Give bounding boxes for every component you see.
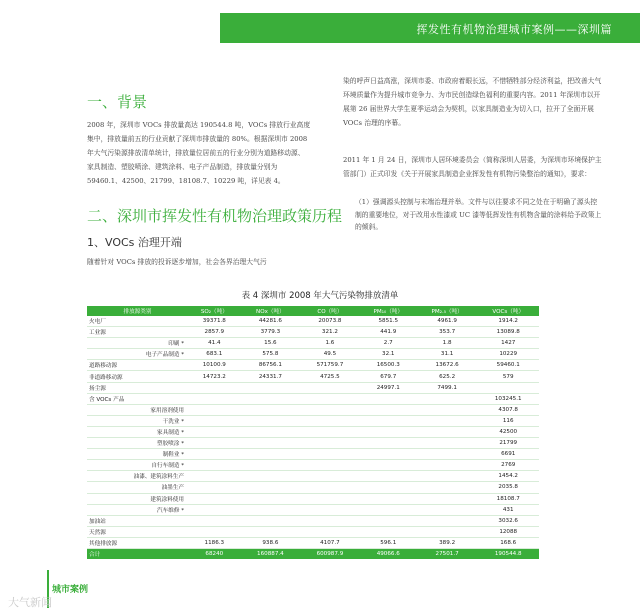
value-cell: 42500	[477, 426, 539, 437]
row-label-cell: 汽车维修 *	[87, 504, 188, 515]
value-cell: 1.8	[417, 338, 478, 349]
value-cell	[241, 493, 301, 504]
value-cell	[417, 404, 478, 415]
table-row	[87, 327, 539, 338]
value-cell	[300, 504, 360, 515]
value-cell: 2857.9	[188, 327, 241, 338]
table-row	[87, 515, 539, 526]
table-total-row	[87, 548, 539, 559]
row-label-cell: 制鞋业 *	[87, 449, 188, 460]
value-cell	[477, 382, 539, 393]
value-cell: 39371.8	[188, 316, 241, 327]
row-label-cell: 其他排放源	[87, 537, 188, 548]
footer-label: 城市案例	[52, 585, 89, 595]
value-cell: 10100.9	[188, 360, 241, 371]
value-cell	[360, 438, 417, 449]
value-cell	[188, 482, 241, 493]
value-cell	[360, 526, 417, 537]
value-cell	[188, 426, 241, 437]
value-cell	[417, 393, 478, 404]
value-cell: 20073.8	[300, 316, 360, 327]
value-cell	[360, 449, 417, 460]
header-cell: VOCs（吨）	[477, 306, 539, 316]
value-cell	[300, 471, 360, 482]
value-cell: 1454.2	[477, 471, 539, 482]
value-cell: 683.1	[188, 349, 241, 360]
total-cell: 27501.7	[417, 548, 478, 559]
row-label-cell: 工业源	[87, 327, 188, 338]
value-cell: 4725.5	[300, 371, 360, 382]
row-label-cell: 加油站	[87, 515, 188, 526]
header-cell: 排放源类别	[87, 306, 188, 316]
table-row	[87, 460, 539, 471]
value-cell	[360, 426, 417, 437]
value-cell	[300, 515, 360, 526]
table-header-row	[87, 306, 539, 316]
value-cell	[417, 526, 478, 537]
value-cell	[241, 504, 301, 515]
value-cell: 321.2	[300, 327, 360, 338]
row-label-cell: 电子产品制造 *	[87, 349, 188, 360]
value-cell	[188, 415, 241, 426]
value-cell: 353.7	[417, 327, 478, 338]
value-cell: 679.7	[360, 371, 417, 382]
value-cell	[300, 526, 360, 537]
value-cell	[188, 382, 241, 393]
value-cell	[188, 460, 241, 471]
table-body	[87, 316, 539, 548]
value-cell	[241, 438, 301, 449]
value-cell: 168.6	[477, 537, 539, 548]
value-cell	[417, 426, 478, 437]
table-row	[87, 526, 539, 537]
total-cell: 160887.4	[241, 548, 301, 559]
value-cell: 571759.7	[300, 360, 360, 371]
table-row	[87, 438, 539, 449]
value-cell	[241, 415, 301, 426]
value-cell	[241, 515, 301, 526]
background-paragraph: 2008 年，深圳市 VOCs 排放量高达 190544.8 吨，VOCs 排放行业高度集中，排放量前五的行业贡献了深圳市排放量的 80%。根据深圳市 2008 年大气污染源排放清单统计，排放量位居前五的行业分别为道路移动源、家具制造、塑胶喷涂、建筑涂料、电子产品制造，排放量分别为 59460.1、42500、21799、18108.7、10229 吨，详见表 4。	[87, 121, 311, 185]
table-row	[87, 393, 539, 404]
total-cell: 190544.8	[477, 548, 539, 559]
value-cell: 596.1	[360, 537, 417, 548]
value-cell: 13089.8	[477, 327, 539, 338]
value-cell	[417, 515, 478, 526]
value-cell: 3032.6	[477, 515, 539, 526]
table-caption: 表 4 深圳市 2008 年大气污染物排放清单	[241, 291, 399, 301]
table-row	[87, 426, 539, 437]
value-cell: 2769	[477, 460, 539, 471]
value-cell	[300, 493, 360, 504]
value-cell: 3779.3	[241, 327, 301, 338]
value-cell	[300, 449, 360, 460]
value-cell	[360, 415, 417, 426]
value-cell: 2035.8	[477, 482, 539, 493]
value-cell	[417, 415, 478, 426]
value-cell	[188, 515, 241, 526]
value-cell: 7499.1	[417, 382, 478, 393]
value-cell: 12088	[477, 526, 539, 537]
value-cell: 389.2	[417, 537, 478, 548]
row-label-cell: 油漆、建筑涂料生产	[87, 471, 188, 482]
row-label-cell: 建筑涂料使用	[87, 493, 188, 504]
value-cell: 1914.2	[477, 316, 539, 327]
value-cell: 4961.9	[417, 316, 478, 327]
table-row	[87, 316, 539, 327]
value-cell	[360, 515, 417, 526]
section-policy-subtitle: 1、VOCs 治理开端	[87, 236, 182, 249]
value-cell	[188, 471, 241, 482]
row-label-cell: 家用溶剂使用	[87, 404, 188, 415]
value-cell: 16500.3	[360, 360, 417, 371]
value-cell	[241, 404, 301, 415]
value-cell: 625.2	[417, 371, 478, 382]
value-cell	[417, 493, 478, 504]
policy-paragraph: 随着针对 VOCs 排放的投诉逐步增加，社会各界治理大气污	[87, 258, 267, 266]
total-cell: 600987.9	[300, 548, 360, 559]
row-label-cell: 含 VOCs 产品	[87, 393, 188, 404]
value-cell	[417, 438, 478, 449]
value-cell: 44281.6	[241, 316, 301, 327]
value-cell	[360, 393, 417, 404]
value-cell	[188, 404, 241, 415]
value-cell	[241, 382, 301, 393]
value-cell: 59460.1	[477, 360, 539, 371]
value-cell: 579	[477, 371, 539, 382]
row-label-cell: 家具制造 *	[87, 426, 188, 437]
header-cell: SO₂（吨）	[188, 306, 241, 316]
table-row	[87, 338, 539, 349]
header-cell: PM₁₀（吨）	[360, 306, 417, 316]
value-cell: 1.6	[300, 338, 360, 349]
row-label-cell: 非道路移动源	[87, 371, 188, 382]
table-row	[87, 360, 539, 371]
section-policy-title: 二、深圳市挥发性有机物治理政策历程	[87, 207, 343, 225]
value-cell: 24997.1	[360, 382, 417, 393]
value-cell	[241, 526, 301, 537]
value-cell: 32.1	[360, 349, 417, 360]
total-cell: 合计	[87, 548, 188, 559]
value-cell	[360, 482, 417, 493]
requirement-quote: （1）强调源头控制与末端治理并举。文件与以往要求不同之处在于明确了源头控制的重要地位，对于改用水性漆或 UC 漆等低挥发性有机物含量的涂料给予政策上的倾斜。	[355, 198, 602, 231]
value-cell: 6691	[477, 449, 539, 460]
value-cell	[300, 382, 360, 393]
value-cell	[417, 449, 478, 460]
value-cell	[241, 426, 301, 437]
header-cell: PM₂.₅（吨）	[417, 306, 478, 316]
table-row	[87, 415, 539, 426]
watermark-text: 大气新闻	[8, 596, 52, 609]
value-cell	[188, 449, 241, 460]
table-row	[87, 504, 539, 515]
value-cell: 116	[477, 415, 539, 426]
header-banner	[220, 13, 640, 43]
value-cell	[360, 504, 417, 515]
value-cell	[417, 504, 478, 515]
value-cell	[300, 426, 360, 437]
value-cell	[300, 393, 360, 404]
value-cell: 13672.6	[417, 360, 478, 371]
section-background-title: 一、背景	[87, 93, 148, 111]
value-cell: 1427	[477, 338, 539, 349]
table-row	[87, 471, 539, 482]
value-cell: 21799	[477, 438, 539, 449]
row-label-cell: 道路移动源	[87, 360, 188, 371]
value-cell	[241, 460, 301, 471]
value-cell	[241, 393, 301, 404]
right-paragraph-2: 2011 年 1 月 24 日，深圳市人居环境委员会（简称深圳人居委，为深圳市环境保护主管部门）正式印发《关于开展家具制造企业挥发性有机物污染整治的通知》，要求：	[343, 156, 602, 178]
value-cell	[300, 482, 360, 493]
value-cell: 2.7	[360, 338, 417, 349]
row-label-cell: 印刷 *	[87, 338, 188, 349]
value-cell: 18108.7	[477, 493, 539, 504]
table-row	[87, 404, 539, 415]
value-cell	[300, 460, 360, 471]
value-cell: 86756.1	[241, 360, 301, 371]
table-row	[87, 537, 539, 548]
value-cell	[241, 449, 301, 460]
value-cell	[300, 415, 360, 426]
total-cell: 68240	[188, 548, 241, 559]
value-cell	[417, 482, 478, 493]
value-cell	[188, 504, 241, 515]
value-cell: 5851.5	[360, 316, 417, 327]
value-cell: 431	[477, 504, 539, 515]
row-label-cell: 扬尘源	[87, 382, 188, 393]
value-cell: 10229	[477, 349, 539, 360]
value-cell	[188, 393, 241, 404]
total-cell: 49066.6	[360, 548, 417, 559]
banner-title: 挥发性有机物治理城市案例——深圳篇	[416, 23, 612, 36]
value-cell	[360, 493, 417, 504]
row-label-cell: 天然源	[87, 526, 188, 537]
value-cell: 31.1	[417, 349, 478, 360]
value-cell	[417, 471, 478, 482]
value-cell: 4307.8	[477, 404, 539, 415]
value-cell: 41.4	[188, 338, 241, 349]
value-cell	[360, 471, 417, 482]
row-label-cell: 自行车制造 *	[87, 460, 188, 471]
value-cell	[188, 526, 241, 537]
table-row	[87, 493, 539, 504]
value-cell: 4107.7	[300, 537, 360, 548]
value-cell	[417, 460, 478, 471]
value-cell: 14723.2	[188, 371, 241, 382]
value-cell	[360, 460, 417, 471]
value-cell: 938.6	[241, 537, 301, 548]
table-row	[87, 382, 539, 393]
row-label-cell: 火电厂	[87, 316, 188, 327]
value-cell: 15.6	[241, 338, 301, 349]
value-cell: 1186.3	[188, 537, 241, 548]
value-cell	[241, 471, 301, 482]
value-cell: 103245.1	[477, 393, 539, 404]
table-row	[87, 482, 539, 493]
right-paragraph-1: 染的呼声日益高涨，深圳市委、市政府着眼长远，不惜牺牲部分经济利益，把改善大气环境质量作为提升城市竞争力、为市民创造绿色福利的重要内容。2011 年深圳市以开展第 26 届世界大学生夏季运动会为契机，以家具制造业为切入口，拉开了全面开展 VOCs 治理的序幕。	[343, 77, 602, 127]
row-label-cell: 干洗业 *	[87, 415, 188, 426]
value-cell: 575.8	[241, 349, 301, 360]
value-cell	[241, 482, 301, 493]
value-cell	[188, 493, 241, 504]
row-label-cell: 油墨生产	[87, 482, 188, 493]
header-cell: NOx（吨）	[241, 306, 301, 316]
table-row	[87, 371, 539, 382]
value-cell: 49.5	[300, 349, 360, 360]
value-cell	[188, 438, 241, 449]
value-cell: 441.9	[360, 327, 417, 338]
header-cell: CO（吨）	[300, 306, 360, 316]
value-cell	[300, 438, 360, 449]
emission-table	[87, 306, 539, 559]
table-row	[87, 349, 539, 360]
row-label-cell: 塑胶喷涂 *	[87, 438, 188, 449]
table-row	[87, 449, 539, 460]
value-cell	[300, 404, 360, 415]
value-cell: 24331.7	[241, 371, 301, 382]
value-cell	[360, 404, 417, 415]
